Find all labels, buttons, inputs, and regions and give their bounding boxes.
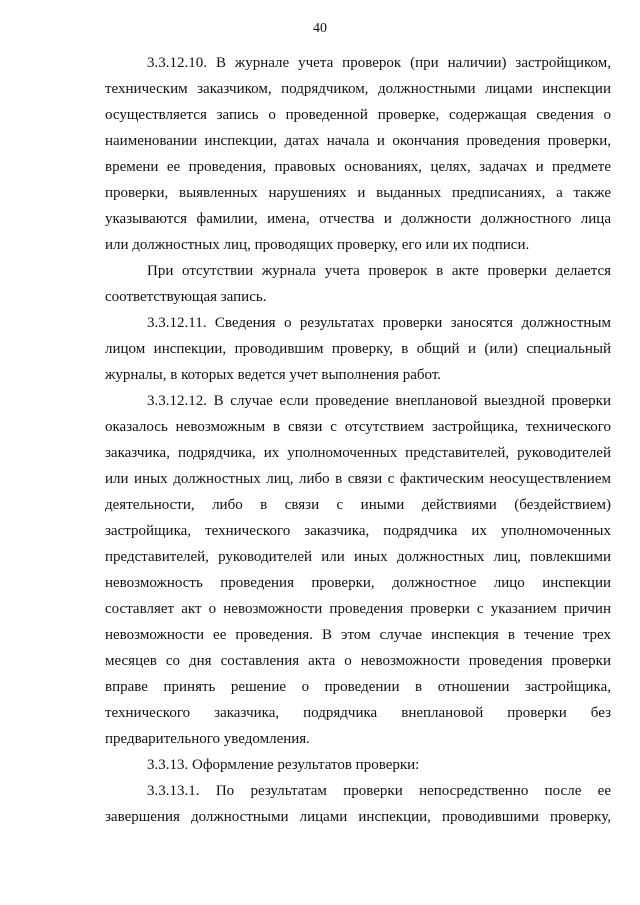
text-line: наименовании инспекции, датах начала и окончания проведения проверки, (105, 133, 611, 149)
text-line: 3.3.12.10. В журнале учета проверок (при наличии) застройщиком, (147, 55, 611, 71)
text-line: 3.3.13.1. По результатам проверки непосредственно после ее (147, 783, 611, 799)
paragraph-journal-absence (105, 258, 611, 310)
text-line: техническим заказчиком, подрядчиком, должностными лицами инспекции (105, 81, 611, 97)
text-line: соответствующая запись. (105, 289, 267, 305)
text-line: лицом инспекции, проводившим проверку, в общий и (или) специальный (105, 341, 611, 357)
paragraph-3-3-12-10 (105, 50, 611, 258)
text-line: заказчика, подрядчика, их уполномоченных представителей, руководителей (105, 445, 611, 461)
text-line: 3.3.12.11. Сведения о результатах проверки заносятся должностным (147, 315, 611, 331)
text-line: 3.3.13. Оформление результатов проверки: (147, 757, 420, 773)
paragraph-3-3-13-1 (105, 778, 611, 830)
text-line: указываются фамилии, имена, отчества и должности должностного лица (105, 211, 611, 227)
body-text (105, 50, 611, 830)
text-line: невозможность проведения проверки, должностное лицо инспекции (105, 575, 611, 591)
text-line: вправе принять решение о проведении в отношении застройщика, (105, 679, 611, 695)
text-line: невозможности ее проведения. В этом случае инспекция в течение трех (105, 627, 611, 643)
paragraph-3-3-12-11 (105, 310, 611, 388)
text-line: При отсутствии журнала учета проверок в акте проверки делается (147, 263, 611, 279)
text-line: проверки, выявленных нарушениях и выданных предписаниях, а также (105, 185, 611, 201)
text-line: журналы, в которых ведется учет выполнения работ. (105, 367, 442, 383)
text-line: времени ее проведения, правовых основаниях, целях, задачах и предмете (105, 159, 611, 175)
text-line: деятельности, либо в связи с иными действиями (бездействием) (105, 497, 611, 513)
text-line: застройщика, технического заказчика, подрядчика их уполномоченных (105, 523, 611, 539)
text-line: представителей, руководителей или иных должностных лиц, повлекшими (105, 549, 611, 565)
text-line: технического заказчика, подрядчика внеплановой проверки без (105, 705, 611, 721)
text-line: составляет акт о невозможности проведения проверки с указанием причин (105, 601, 611, 617)
text-line: или иных должностных лиц, либо в связи с фактическим неосуществлением (105, 471, 611, 487)
section-heading-3-3-13 (105, 752, 611, 778)
text-line: предварительного уведомления. (105, 731, 310, 747)
page-number: 40 (313, 21, 327, 36)
text-line: оказалось невозможным в связи с отсутствием застройщика, технического (105, 419, 611, 435)
text-line: или должностных лиц, проводящих проверку, его или их подписи. (105, 237, 530, 253)
text-line: завершения должностными лицами инспекции, проводившими проверку, (105, 809, 611, 825)
paragraph-3-3-12-12 (105, 388, 611, 752)
text-line: 3.3.12.12. В случае если проведение внеплановой выездной проверки (147, 393, 611, 409)
text-line: осуществляется запись о проведенной проверке, содержащая сведения о (105, 107, 611, 123)
text-line: месяцев со дня составления акта о невозможности проведения проверки (105, 653, 611, 669)
